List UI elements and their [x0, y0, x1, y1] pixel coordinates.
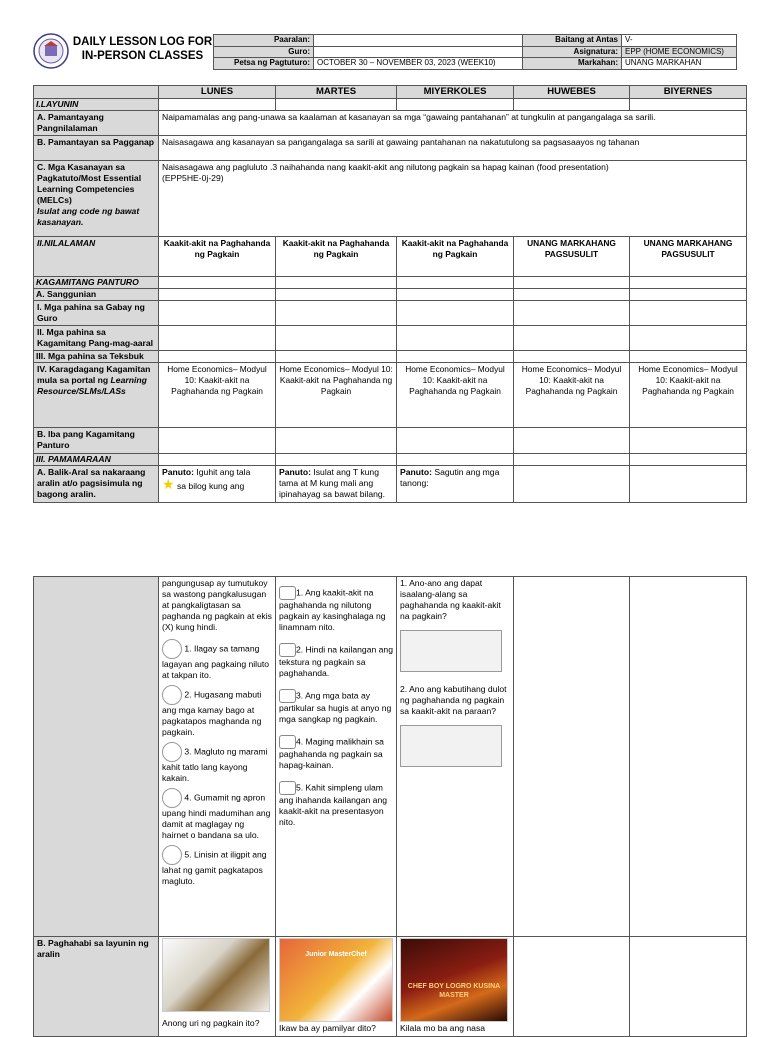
nilalaman-biyernes: UNANG MARKAHANG PAGSUSULIT	[630, 237, 747, 277]
melcs-label-text: C. Mga Kasanayan sa Pagkatuto/Most Essential Learning Competencies (MELCs)	[37, 162, 142, 206]
answer-circle[interactable]	[162, 742, 182, 762]
answer-box[interactable]	[279, 735, 296, 749]
martes-activity	[276, 577, 397, 937]
item-text: 2. Hugasang mabuti ang mga kamay bago at pagkatapos maghanda ng pagkain.	[162, 689, 262, 737]
paaralan-value[interactable]	[314, 35, 523, 47]
baitang-label: Baitang at Antas	[523, 35, 622, 47]
item-text: 3. Magluto ng marami kahit tatlo lang kayong kakain.	[162, 746, 268, 783]
deped-seal-logo	[33, 33, 69, 69]
miyerkoles-panuto: Sagutin ang mga tanong:	[400, 467, 500, 489]
martes-caption: Ikaw ba ay pamilyar dito?	[279, 1023, 376, 1033]
lunes-caption: Anong uri ng pagkain ito?	[162, 1018, 260, 1028]
pamantayang-label: A. Pamantayang Pangnilalaman	[34, 111, 159, 136]
miyerkoles-caption: Kilala mo ba ang nasa	[400, 1023, 486, 1033]
martes-item-5	[279, 781, 393, 828]
asignatura-label: Asignatura:	[523, 47, 622, 58]
junior-masterchef-image	[279, 938, 393, 1022]
document-title	[70, 35, 215, 63]
day-header-huwebes: HUWEBES	[514, 86, 630, 99]
pamamaraan-heading: III. PAMAMARAAN	[34, 454, 159, 466]
karagdagan-label-italic: Learning Resource/SLMs/LASs	[37, 375, 147, 397]
answer-circle[interactable]	[162, 845, 182, 865]
panuto-label: Panuto:	[162, 467, 194, 478]
item-text: 5. Linisin at iligpit ang lahat ng gamit pagkatapos magluto.	[162, 849, 267, 886]
paghahabi-label: B. Paghahabi sa layunin ng aralin	[34, 937, 159, 1037]
melcs-cell	[159, 161, 747, 237]
nilalaman-martes: Kaakit-akit na Paghahanda ng Pagkain	[276, 237, 397, 277]
header-info-table	[213, 34, 737, 70]
karagdagan-biyernes: Home Economics– Modyul 10: Kaakit-akit na Paghahanda ng Pagkain	[630, 363, 747, 428]
item-text: 5. Kahit simpleng ulam ang ihahanda kailangan ang kaakit-akit na presentasyon nito.	[279, 782, 387, 827]
paaralan-label: Paaralan:	[214, 35, 314, 47]
answer-box[interactable]	[279, 689, 296, 703]
melcs-code: (EPP5HE-0j-29)	[162, 173, 224, 184]
kagamitan-heading: KAGAMITANG PANTURO	[34, 277, 159, 289]
lesson-log-table	[33, 85, 747, 503]
day-header-row	[34, 86, 747, 99]
melcs-label	[34, 161, 159, 237]
item-text: 1. Ang kaakit-akit na paghahanda ng nilutong pagkain ay kasinghalaga ng linamnam nito.	[279, 587, 386, 632]
baitang-value: V-	[622, 35, 737, 47]
petsa-label: Petsa ng Pagtuturo:	[214, 58, 314, 70]
huwebes-activity	[514, 577, 630, 937]
nilalaman-heading: II.NILALAMAN	[34, 237, 159, 277]
karagdagan-label	[34, 363, 159, 428]
paghahabi-lunes	[159, 937, 276, 1037]
continued-label-cell	[34, 577, 159, 937]
answer-box[interactable]	[279, 781, 296, 795]
title-line-2: IN-PERSON CLASSES	[81, 50, 204, 62]
lunes-item-1	[162, 639, 272, 681]
answer-circle[interactable]	[162, 685, 182, 705]
panuto-label: Panuto:	[279, 467, 311, 478]
melcs-text: Naisasagawa ang pagluluto .3 naihahanda nang kaakit-akit ang nilutong pagkain sa hapag kainan (food presentation)	[162, 162, 609, 173]
miyerkoles-question-2: 2. Ano ang kabutihang dulot ng paghahanda ng pagkain sa kaakit-akit na paraan?	[400, 684, 507, 716]
balik-aral-lunes	[159, 466, 276, 503]
nilalaman-lunes: Kaakit-akit na Paghahanda ng Pagkain	[159, 237, 276, 277]
pagganap-label: B. Pamantayan sa Pagganap	[34, 136, 159, 161]
item-text: 3. Ang mga bata ay partikular sa hugis at anyo ng mga sangkap ng pagkain.	[279, 690, 392, 724]
martes-panuto: Isulat ang T kung tama at M kung mali ang ipinahayag sa bawat bilang.	[279, 467, 386, 500]
karagdagan-martes: Home Economics– Modyul 10: Kaakit-akit na Paghahanda ng Pagkain	[276, 363, 397, 428]
karagdagan-label-text: IV. Karagdagang Kagamitan mula sa portal ng	[37, 364, 151, 386]
star-icon: ★	[162, 476, 175, 493]
martes-item-2	[279, 643, 393, 679]
petsa-value: OCTOBER 30 – NOVEMBER 03, 2023 (WEEK10)	[314, 58, 523, 70]
image-logo-text: Junior MasterChef	[305, 951, 367, 958]
martes-item-4	[279, 735, 393, 771]
answer-circle[interactable]	[162, 639, 182, 659]
item-text: 4. Maging malikhain sa paghahanda ng pagkain sa hapag-kainan.	[279, 736, 384, 770]
guro-label: Guro:	[214, 47, 314, 58]
item-text: 2. Hindi na kailangan ang tekstura ng pagkain sa paghahanda.	[279, 644, 393, 678]
answer-box[interactable]	[279, 586, 296, 600]
teksbuk-label: III. Mga pahina sa Teksbuk	[34, 351, 159, 363]
pagganap-text: Naisasagawa ang kasanayan sa pangangalaga sa sarili at gawaing pantahanan na nakatutulong sa pagsasaayos ng tahanan	[159, 136, 747, 161]
paghahabi-miyerkoles	[397, 937, 514, 1037]
sanggunian-label: A. Sanggunian	[34, 289, 159, 301]
pang-mag-aaral-label: II. Mga pahina sa Kagamitang Pang-mag-aaral	[34, 326, 159, 351]
day-header-miyerkoles: MIYERKOLES	[397, 86, 514, 99]
lunes-panuto: Iguhit ang tala	[196, 467, 251, 478]
biyernes-activity	[630, 577, 747, 937]
karagdagan-lunes: Home Economics– Modyul 10: Kaakit-akit na Paghahanda ng Pagkain	[159, 363, 276, 428]
gabay-label: I. Mga pahina sa Gabay ng Guro	[34, 301, 159, 326]
panuto-label: Panuto:	[400, 467, 432, 478]
asignatura-value: EPP (HOME ECONOMICS)	[622, 47, 737, 58]
plated-dish-image	[162, 938, 270, 1012]
markahan-value: UNANG MARKAHAN	[622, 58, 737, 70]
item-text: 4. Gumamit ng apron upang hindi madumihan ang damit at maglagay ng hairnet o bandana sa ulo.	[162, 792, 271, 840]
title-line-1: DAILY LESSON LOG FOR	[72, 36, 213, 48]
corner-cell	[34, 86, 159, 99]
balik-aral-martes	[276, 466, 397, 503]
answer-box-1[interactable]	[400, 630, 502, 672]
melcs-note: Isulat ang code ng bawat kasanayan.	[37, 206, 140, 228]
balik-aral-label: A. Balik-Aral sa nakaraang aralin at/o pagsisimula ng bagong aralin.	[34, 466, 159, 503]
answer-box-2[interactable]	[400, 725, 502, 767]
lesson-log-table-continued	[33, 576, 747, 1037]
balik-aral-miyerkoles	[397, 466, 514, 503]
lunes-activity	[159, 577, 276, 937]
lunes-intro: pangungusap ay tumutukoy sa wastong pangkalusugan at pangkaligtasan sa paghanda ng pagkain at ekis (X) kung hindi.	[162, 578, 272, 632]
iba-pa-label: B. Iba pang Kagamitang Panturo	[34, 428, 159, 454]
image-logo-text: CHEF BOY LOGRO KUSINA MASTER	[407, 983, 501, 999]
layunin-heading: I.LAYUNIN	[34, 99, 159, 111]
lunes-panuto-2: sa bilog kung ang	[176, 481, 245, 492]
miyerkoles-activity	[397, 577, 514, 937]
lunes-item-2	[162, 685, 272, 738]
answer-circle[interactable]	[162, 788, 182, 808]
guro-value[interactable]	[314, 47, 523, 58]
day-header-biyernes: BIYERNES	[630, 86, 747, 99]
lunes-item-5	[162, 845, 272, 887]
miyerkoles-question-1: 1. Ano-ano ang dapat isaalang-alang sa paghahanda ng kaakit-akit na pagkain?	[400, 578, 501, 621]
paghahabi-martes	[276, 937, 397, 1037]
lunes-item-4	[162, 788, 272, 841]
nilalaman-huwebes: UNANG MARKAHANG PAGSUSULIT	[514, 237, 630, 277]
lunes-item-3	[162, 742, 272, 784]
karagdagan-huwebes: Home Economics– Modyul 10: Kaakit-akit na Paghahanda ng Pagkain	[514, 363, 630, 428]
martes-item-3	[279, 689, 393, 725]
answer-box[interactable]	[279, 643, 296, 657]
martes-item-1	[279, 586, 393, 633]
pamantayang-text: Naipamamalas ang pang-unawa sa kaalaman at kasanayan sa mga “gawaing pantahanan” at tungkulin at pangangalaga sa sarili.	[159, 111, 747, 136]
day-header-martes: MARTES	[276, 86, 397, 99]
day-header-lunes: LUNES	[159, 86, 276, 99]
kusina-master-image	[400, 938, 508, 1022]
karagdagan-miyerkoles: Home Economics– Modyul 10: Kaakit-akit na Paghahanda ng Pagkain	[397, 363, 514, 428]
markahan-label: Markahan:	[523, 58, 622, 70]
item-text: 1. Ilagay sa tamang lagayan ang pagkaing niluto at takpan ito.	[162, 643, 270, 680]
nilalaman-miyerkoles: Kaakit-akit na Paghahanda ng Pagkain	[397, 237, 514, 277]
